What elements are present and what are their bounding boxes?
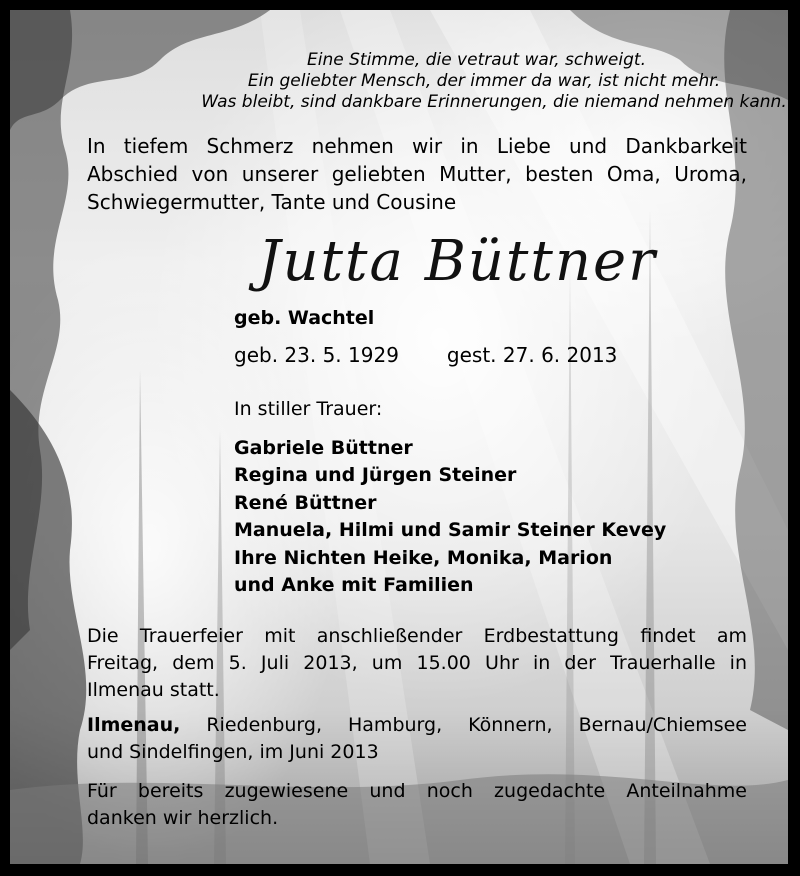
places-rest: Riedenburg, Hamburg, Könnern, Bernau/Chiemsee bbox=[180, 714, 747, 736]
intro-line: In tiefem Schmerz nehmen wir in Liebe und Dankbarkeit bbox=[87, 134, 747, 158]
intro-line: Abschied von unserer geliebten Mutter, besten Oma, Uroma, bbox=[87, 162, 747, 186]
mourner-name: Regina und Jürgen Steiner bbox=[234, 464, 517, 487]
intro-line: Schwiegermutter, Tante und Cousine bbox=[87, 190, 457, 214]
birth-date: geb. 23. 5. 1929 bbox=[234, 343, 399, 367]
deceased-name: Jutta Büttner bbox=[258, 229, 657, 294]
funeral-line: Die Trauerfeier mit anschließender Erdbestattung findet am bbox=[87, 625, 747, 647]
thanks-line: Für bereits zugewiesene und noch zugedachte Anteilnahme bbox=[87, 780, 747, 802]
funeral-line: Freitag, dem 5. Juli 2013, um 15.00 Uhr in der Trauerhalle in bbox=[87, 652, 747, 674]
funeral-line: Ilmenau statt. bbox=[87, 679, 220, 701]
thanks-line: danken wir herzlich. bbox=[87, 807, 279, 829]
mourner-name: Gabriele Büttner bbox=[234, 437, 413, 459]
funeral-notice bbox=[87, 623, 747, 704]
mourners-list bbox=[234, 435, 666, 599]
mourner-name: René Büttner bbox=[234, 491, 377, 514]
obituary-frame bbox=[10, 10, 788, 864]
city-name: Ilmenau, bbox=[87, 714, 181, 736]
places-and-date bbox=[87, 712, 747, 766]
thanks-note bbox=[87, 778, 747, 832]
maiden-name: geb. Wachtel bbox=[234, 307, 375, 329]
verse-line: Ein geliebter Mensch, der immer da war, ist nicht mehr. bbox=[247, 71, 721, 91]
mourner-name: Manuela, Hilmi und Samir Steiner Kevey bbox=[234, 519, 667, 542]
death-date: gest. 27. 6. 2013 bbox=[446, 343, 618, 367]
obituary-content bbox=[10, 10, 788, 864]
mourning-heading: In stiller Trauer: bbox=[234, 398, 383, 420]
mourner-name: und Anke mit Familien bbox=[234, 574, 474, 597]
verse-line: Was bleibt, sind dankbare Erinnerungen, die niemand nehmen kann. bbox=[201, 92, 787, 112]
mourner-name: Ihre Nichten Heike, Monika, Marion bbox=[234, 546, 613, 569]
intro-paragraph bbox=[87, 132, 747, 216]
places-line bbox=[87, 712, 747, 739]
verse-line: Eine Stimme, die vetraut war, schweigt. bbox=[307, 50, 646, 70]
places-line: und Sindelfingen, im Juni 2013 bbox=[87, 741, 379, 763]
life-dates bbox=[234, 343, 617, 367]
memorial-verse bbox=[10, 50, 788, 113]
